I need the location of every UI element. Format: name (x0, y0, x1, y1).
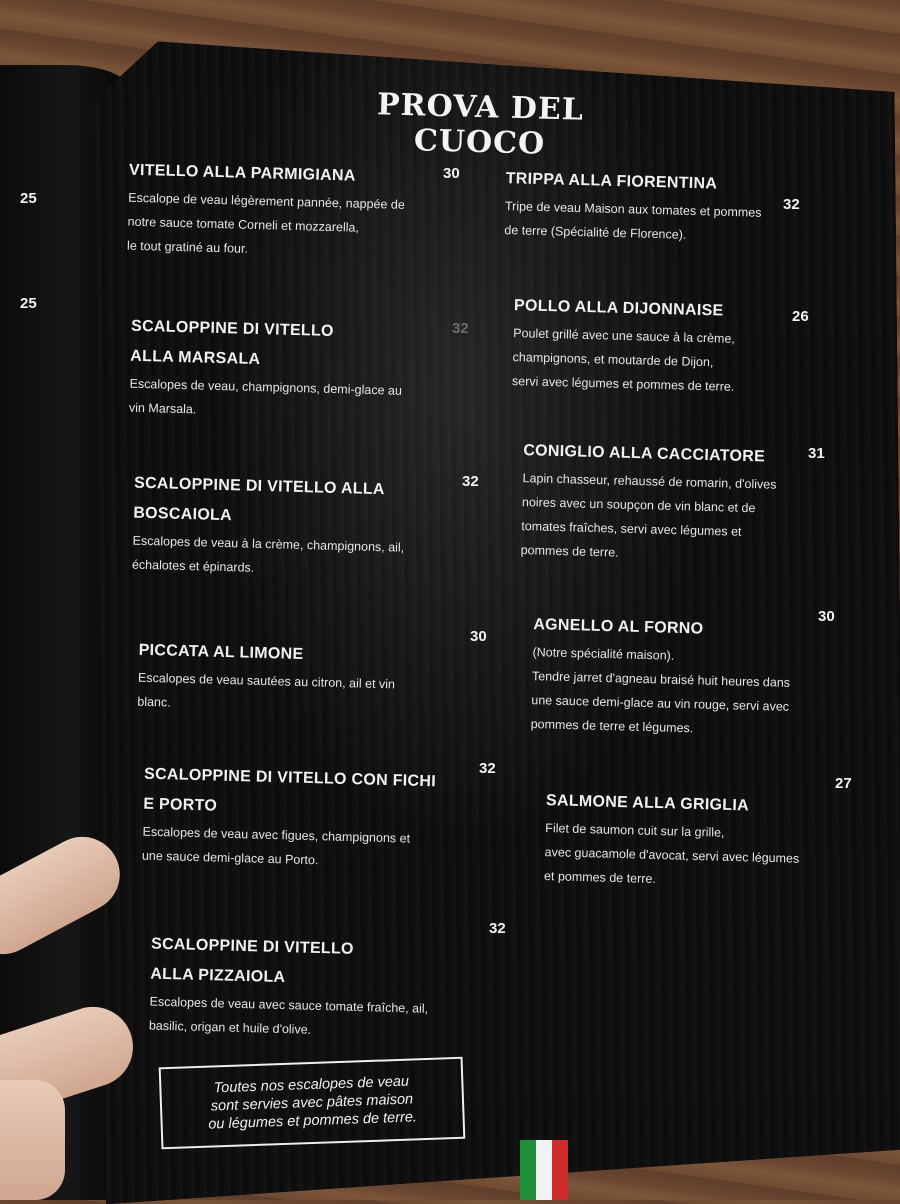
dish-description: Tripe de veau Maison aux tomates et pommes de terre (Spécialité de Florence). (504, 199, 762, 242)
dish-name: VITELLO ALLA PARMIGIANA (128, 161, 356, 185)
page-title: PROVA DEL CUOCO (376, 87, 585, 162)
dish-price: 30 (443, 165, 460, 182)
dish-price: 31 (808, 445, 825, 462)
menu-item (544, 786, 847, 896)
dish-name: POLLO ALLA DIJONNAISE (513, 297, 724, 320)
dish-name: SCALOPPINE DI VITELLO ALLA BOSCAIOLA (133, 474, 386, 525)
hand (0, 1080, 65, 1200)
menu-item (132, 469, 470, 586)
footnote-line: Toutes nos escalopes de veau (213, 1073, 410, 1097)
dish-price: 32 (479, 760, 496, 777)
flag-green-stripe (520, 1140, 536, 1200)
menu-item (137, 636, 469, 723)
dish-description: Filet de saumon cuit sur la grille, avec guacamole d'avocat, servi avec légumes et pommes de terre. (543, 821, 800, 886)
dish-price: 32 (452, 320, 469, 337)
italian-flag-icon (520, 1140, 568, 1200)
flag-red-stripe (552, 1140, 568, 1200)
dish-price: 32 (783, 196, 800, 213)
dish-name: CONIGLIO ALLA CACCIATORE (523, 442, 766, 466)
dish-price: 26 (792, 308, 809, 325)
menu-item (149, 930, 492, 1047)
footnote-line: sont servies avec pâtes maison (210, 1091, 414, 1115)
menu-item (127, 156, 460, 267)
menu-item (530, 610, 833, 744)
dish-description: (Notre spécialité maison). Tendre jarret d'agneau braisé huit heures dans une sauce demi-glace au vin rouge, servi avec pommes de terre et légumes. (530, 645, 791, 736)
flag-white-stripe (536, 1140, 552, 1200)
dish-description: Lapin chasseur, rehaussé de romarin, d'olives noires avec un soupçon de vin blanc et de tomates fraîches, servi avec légumes et pommes de terre. (520, 471, 777, 560)
dish-price: 27 (835, 775, 852, 792)
dish-name: TRIPPA ALLA FIORENTINA (505, 170, 718, 193)
dish-name: SCALOPPINE DI VITELLO CON FICHI E PORTO (143, 765, 437, 815)
dish-description: Escalopes de veau, champignons, demi-glace au vin Marsala. (128, 376, 403, 417)
dish-price: 32 (489, 920, 506, 937)
dish-name: SCALOPPINE DI VITELLO ALLA MARSALA (130, 317, 335, 369)
dish-description: Escalope de veau légèrement pannée, nappée de notre sauce tomate Corneli et mozzarella, le tout gratiné au four. (126, 190, 405, 256)
dish-description: Escalopes de veau sautées au citron, ail et vin blanc. (137, 670, 396, 710)
menu-item (512, 291, 815, 401)
dish-description: Escalopes de veau avec sauce tomate fraîche, ail, basilic, origan et huile d'olive. (148, 994, 429, 1037)
dish-name: PICCATA AL LIMONE (138, 641, 304, 664)
dish-name: AGNELLO AL FORNO (533, 616, 704, 638)
dish-name: SALMONE ALLA GRIGLIA (545, 792, 750, 815)
dish-price: 32 (462, 473, 479, 490)
menu-item (129, 312, 462, 429)
menu-item (520, 436, 823, 570)
previous-page-price: 25 (20, 190, 37, 207)
dish-price: 30 (818, 608, 835, 625)
dish-description: Escalopes de veau à la crème, champignons, ail, échalotes et épinards. (131, 533, 405, 575)
footnote-box (159, 1057, 466, 1150)
dish-price: 30 (470, 628, 487, 645)
menu-item (504, 164, 806, 250)
previous-page-price: 25 (20, 295, 37, 312)
footnote-line: ou légumes et pommes de terre. (208, 1109, 418, 1133)
dish-name: SCALOPPINE DI VITELLO ALLA PIZZAIOLA (150, 935, 355, 987)
dish-description: Poulet grillé avec une sauce à la crème, champignons, et moutarde de Dijon, servi avec légumes et pommes de terre. (511, 326, 736, 394)
dish-description: Escalopes de veau avec figues, champignons et une sauce demi-glace au Porto. (141, 824, 411, 868)
menu-item (142, 760, 480, 877)
